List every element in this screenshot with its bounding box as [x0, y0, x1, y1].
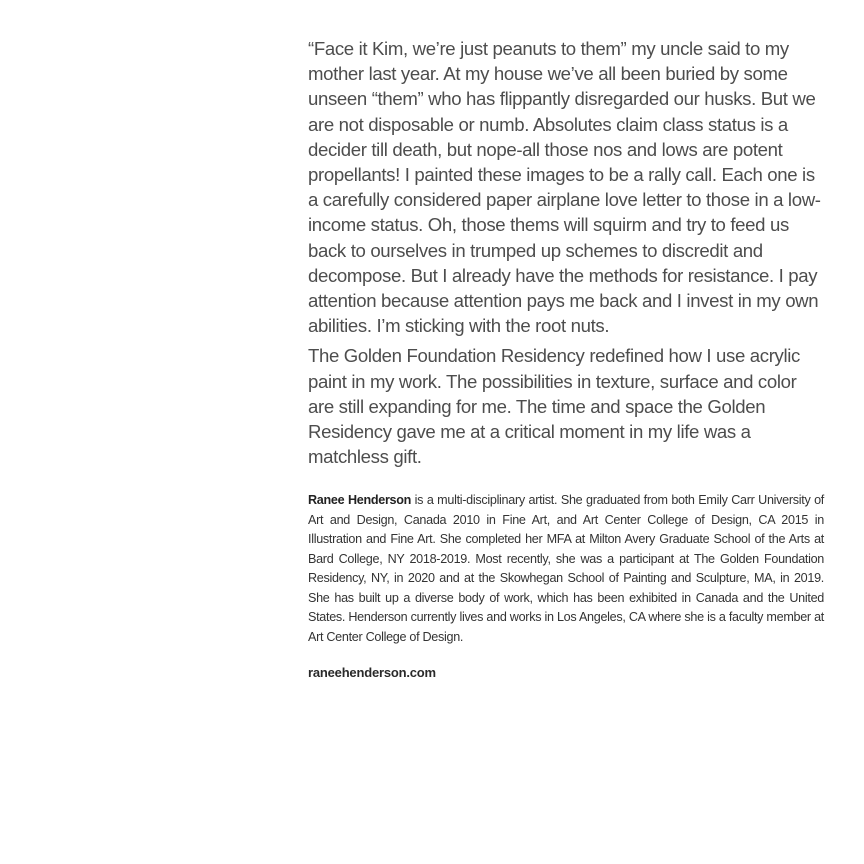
artist-bio — [308, 491, 824, 647]
website-link[interactable]: raneehenderson.com — [308, 665, 436, 681]
text-column — [308, 36, 824, 682]
artist-statement-paragraph-1: “Face it Kim, we’re just peanuts to them” my uncle said to my mother last year. At my house we’ve all been buried by some unseen “them” who has flippantly disregarded our husks. But we are not disposable or numb. Absolutes claim class status is a decider till death, but nope-all those nos and lows are potent propellants! I painted these images to be a rally call. Each one is a carefully considered paper airplane love letter to those in a low-income status. Oh, those thems will squirm and try to feed us back to ourselves in trumped up schemes to discredit and decompose. But I already have the methods for resistance. I pay attention because attention pays me back and I invest in my own abilities. I’m sticking with the root nuts. — [308, 38, 821, 337]
artist-bio-text: is a multi-disciplinary artist. She graduated from both Emily Carr University of Art and Design, Canada 2010 in Fine Art, and Art Center College of Design, CA 2015 in Illustration and Fine Art. She completed her MFA at Milton Avery Graduate School of the Arts at Bard College, NY 2018-2019. Most recently, she was a participant at The Golden Foundation Residency, NY, in 2020 and at the Skowhegan School of Painting and Sculpture, MA, in 2019. She has built up a diverse body of work, which has been exhibited in Canada and the United States. Henderson currently lives and works in Los Angeles, CA where she is a faculty member at Art Center College of Design. — [308, 493, 824, 644]
artist-statement-paragraph-2: The Golden Foundation Residency redefined how I use acrylic paint in my work. The possibilities in texture, surface and color are still expanding for me. The time and space the Golden Residency gave me at a critical moment in my life was a matchless gift. — [308, 345, 801, 468]
artist-name: Ranee Henderson — [308, 493, 412, 508]
